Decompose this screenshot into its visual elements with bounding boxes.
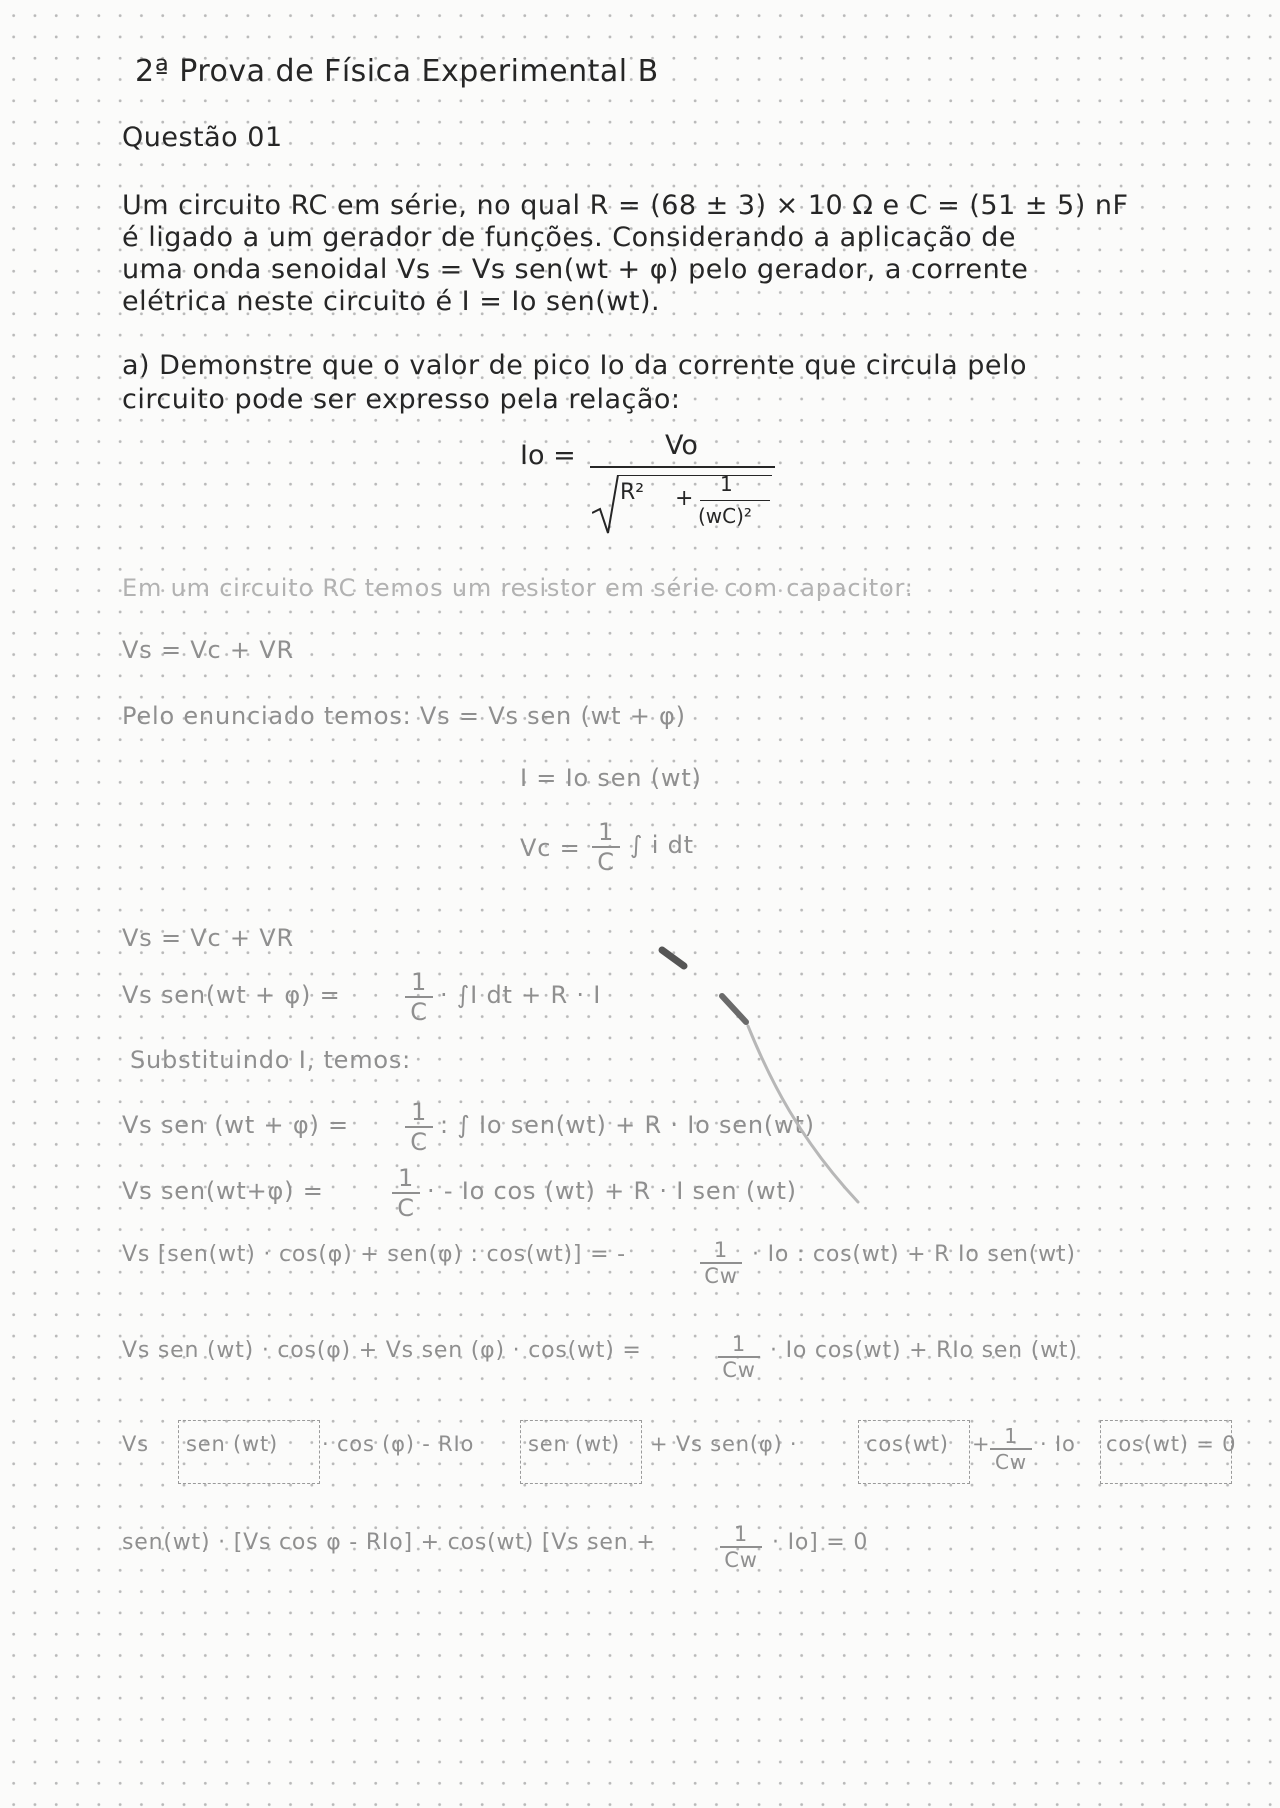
answer-eq-8-cos-2: cos(wt) = 0: [1106, 1432, 1237, 1456]
peak-current-formula: [520, 430, 780, 540]
item-a-line-1: a) Demonstre que o valor de pico Io da corrente que circula pelo: [122, 350, 1028, 381]
answer-current: I = Io sen (wt): [520, 764, 702, 792]
answer-eq-8-fraction: [990, 1424, 1032, 1474]
fraction-denominator: Cw: [704, 1264, 738, 1288]
answer-substituindo: Substituindo I, temos:: [130, 1046, 412, 1074]
formula-plus: +: [675, 486, 694, 511]
statement-line-2: é ligado a um gerador de funções. Considerando a aplicação de: [122, 222, 1016, 253]
fraction-denominator: Cw: [722, 1358, 756, 1382]
answer-eq-4-fraction: [405, 1098, 433, 1156]
fraction-numerator: 1: [410, 968, 428, 996]
formula-wc-squared: (wC)²: [698, 504, 752, 528]
formula-lhs: Io =: [520, 440, 576, 471]
statement-line-4: elétrica neste circuito é I = Io sen(wt).: [122, 286, 661, 317]
answer-pelo-enunciado: Pelo enunciado temos: Vs = Vs sen (wt + φ): [122, 702, 686, 730]
answer-vc-fraction: [592, 818, 620, 876]
fraction-denominator: C: [597, 848, 615, 876]
formula-r-squared: R²: [620, 480, 645, 505]
fraction-denominator: Cw: [995, 1450, 1027, 1474]
page-title: 2ª Prova de Física Experimental B: [135, 54, 659, 89]
formula-fraction-bar: [590, 466, 775, 468]
fraction-numerator: 1: [1004, 1424, 1018, 1448]
question-label: Questão 01: [122, 122, 283, 153]
fraction-denominator: C: [397, 1194, 415, 1222]
pencil-smudge-icon: [650, 940, 890, 1230]
statement-line-3: uma onda senoidal Vs = Vs sen(wt + φ) pelo gerador, a corrente: [122, 254, 1029, 285]
answer-eq-5-fraction: [392, 1164, 420, 1222]
statement-line-1: Um circuito RC em série, no qual R = (68 ± 3) × 10 Ω e C = (51 ± 5) nF: [122, 190, 1129, 221]
answer-eq-5-lhs: Vs sen(wt+φ) =: [122, 1177, 324, 1205]
formula-numerator: Vo: [665, 430, 698, 461]
answer-eq-8-cos-1: cos(wt): [866, 1432, 949, 1456]
answer-eq-8-vs: Vs: [122, 1432, 149, 1456]
answer-eq-9-rhs: · Io] = 0: [772, 1530, 869, 1555]
answer-eq-8-plus: +: [972, 1432, 991, 1456]
fraction-denominator: Cw: [724, 1548, 758, 1572]
item-a-line-2: circuito pode ser expresso pela relação:: [122, 384, 681, 415]
fraction-numerator: 1: [597, 818, 615, 846]
answer-eq-5-rhs: · - Io cos (wt) + R · I sen (wt): [427, 1177, 797, 1205]
answer-eq-2: Vs = Vc + VR: [122, 924, 294, 952]
fraction-numerator: 1: [397, 1164, 415, 1192]
answer-eq-8-vs-sen: + Vs sen(φ) ·: [650, 1432, 798, 1456]
answer-eq-9-fraction: [720, 1522, 762, 1572]
answer-eq-6-lhs: Vs [sen(wt) · cos(φ) + sen(φ) : cos(wt)] = -: [122, 1242, 626, 1267]
answer-eq-4-rhs: : ∫ Io sen(wt) + R · Io sen(wt): [440, 1111, 815, 1139]
fraction-numerator: 1: [410, 1098, 428, 1126]
formula-inner-bar: [700, 500, 770, 501]
answer-eq-6-rhs: · Io : cos(wt) + R Io sen(wt): [752, 1242, 1076, 1267]
formula-one: 1: [720, 472, 733, 496]
fraction-denominator: C: [410, 1128, 428, 1156]
answer-eq-7-fraction: [718, 1332, 760, 1382]
answer-intro: Em um circuito RC temos um resistor em série com capacitor:: [122, 574, 914, 602]
answer-eq-1: Vs = Vc + VR: [122, 636, 294, 664]
answer-eq-9-lhs: sen(wt) · [Vs cos φ - RIo] + cos(wt) [Vs sen +: [122, 1530, 656, 1555]
answer-vc-lhs: Vc =: [520, 834, 581, 862]
fraction-numerator: 1: [731, 1332, 747, 1356]
answer-eq-8-sen-1: sen (wt): [186, 1432, 279, 1456]
answer-eq-3-lhs: Vs sen(wt + φ) =: [122, 981, 341, 1009]
answer-eq-8-sen-2: sen (wt): [528, 1432, 621, 1456]
fraction-numerator: 1: [733, 1522, 749, 1546]
answer-eq-7-rhs: · Io cos(wt) + RIo sen (wt): [770, 1338, 1078, 1363]
fraction-denominator: C: [410, 998, 428, 1026]
answer-eq-8-cos-term: · cos (φ) - RIo: [322, 1432, 475, 1456]
fraction-numerator: 1: [713, 1238, 729, 1262]
answer-eq-8-io: · Io: [1040, 1432, 1076, 1456]
answer-eq-6-fraction: [700, 1238, 742, 1288]
answer-eq-4-lhs: Vs sen (wt + φ) =: [122, 1111, 349, 1139]
answer-eq-3-fraction: [405, 968, 433, 1026]
answer-vc-rhs: ∫ i dt: [630, 831, 694, 859]
answer-eq-3-rhs: · ∫I dt + R · I: [440, 981, 602, 1009]
answer-eq-7-lhs: Vs sen (wt) · cos(φ) + Vs sen (φ) · cos(wt) =: [122, 1338, 642, 1363]
